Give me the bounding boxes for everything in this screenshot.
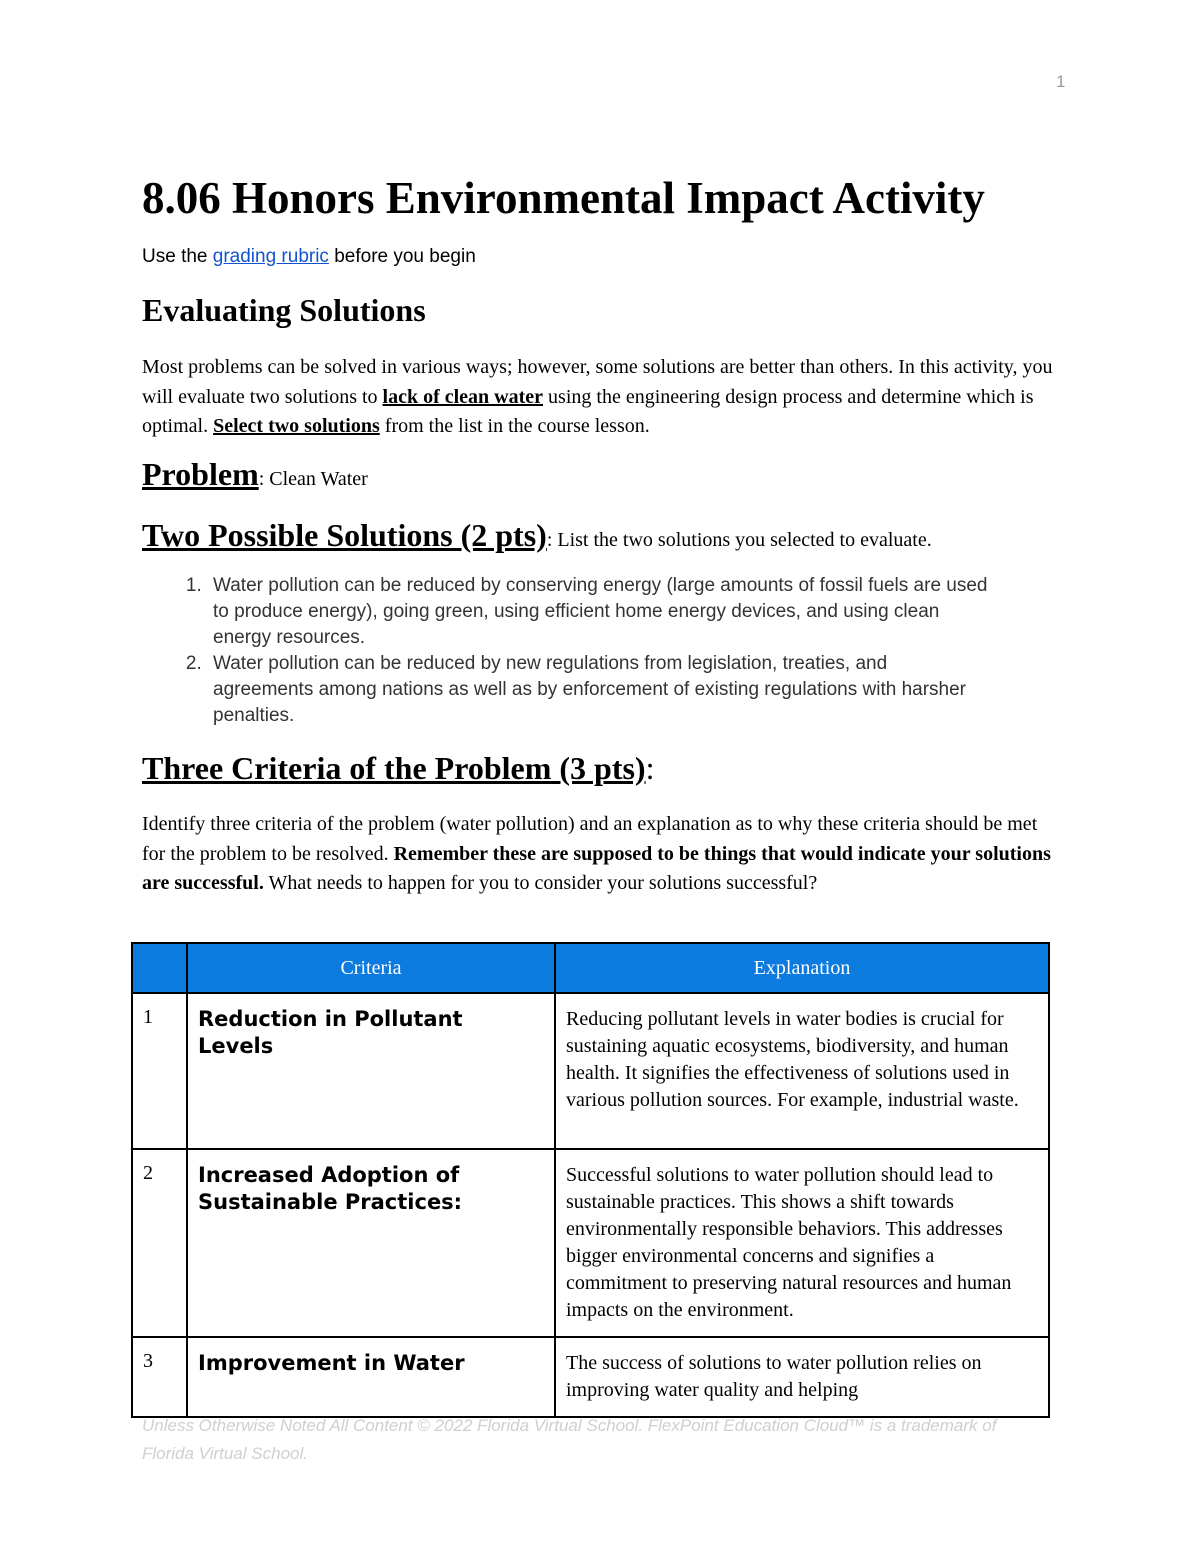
table-row bbox=[132, 993, 1049, 1149]
row-criteria: Improvement in Water bbox=[187, 1337, 555, 1417]
solutions-list bbox=[142, 573, 992, 729]
evaluating-emphasis-1: lack of clean water bbox=[382, 385, 544, 408]
evaluating-text-1: Most problems can be solved in various ways; however, some solutions are better than others. In this activity, you will evaluate two solutions to bbox=[142, 356, 1053, 408]
rubric-suffix: before you begin bbox=[328, 246, 476, 267]
table-row bbox=[132, 1337, 1049, 1417]
grading-rubric-link[interactable]: grading rubric bbox=[212, 246, 329, 267]
header-explanation: Explanation bbox=[555, 943, 1049, 993]
row-number: 2 bbox=[132, 1149, 187, 1337]
criteria-heading bbox=[142, 750, 654, 787]
row-criteria: Increased Adoption of Sustainable Practices: bbox=[187, 1149, 555, 1337]
row-number: 1 bbox=[132, 993, 187, 1149]
evaluating-heading: Evaluating Solutions bbox=[142, 292, 426, 328]
solutions-label: Two Possible Solutions (2 pts) bbox=[142, 517, 547, 553]
table-row bbox=[132, 1149, 1049, 1337]
criteria-paragraph bbox=[142, 810, 1062, 899]
page-number: 1 bbox=[1056, 72, 1066, 91]
header-number bbox=[132, 943, 187, 993]
criteria-colon: : bbox=[645, 750, 655, 786]
problem-heading bbox=[142, 456, 368, 493]
evaluating-emphasis-2: Select two solutions bbox=[213, 415, 380, 437]
copyright-footer: Unless Otherwise Noted All Content © 2022 Florida Virtual School. FlexPoint Education Cloud™ is a trademark of Florida Virtual School. bbox=[142, 1416, 997, 1463]
evaluating-text-2: using the engineering design process and determine which is optimal. bbox=[142, 385, 1034, 437]
criteria-table bbox=[131, 942, 1050, 1418]
row-criteria: Reduction in Pollutant Levels bbox=[187, 993, 555, 1149]
criteria-bold-text: Remember these are supposed to be things that would indicate your solutions are successful. bbox=[142, 842, 1051, 894]
row-explanation: Successful solutions to water pollution should lead to sustainable practices. This shows a shift towards environmentally responsible behaviors. This addresses bigger environmental concerns and signifies a commitment to preserving natural resources and human impacts on the environment. bbox=[555, 1149, 1049, 1337]
evaluating-text-3: from the list in the course lesson. bbox=[379, 415, 650, 437]
row-explanation: The success of solutions to water pollution relies on improving water quality and helping bbox=[555, 1337, 1049, 1417]
criteria-text-2: What needs to happen for you to consider your solutions successful? bbox=[263, 872, 818, 894]
page-title: 8.06 Honors Environmental Impact Activity bbox=[142, 173, 985, 223]
problem-value: : Clean Water bbox=[258, 468, 368, 490]
solutions-desc: : List the two solutions you selected to evaluate. bbox=[546, 529, 932, 551]
evaluating-paragraph bbox=[142, 353, 1062, 442]
problem-label: Problem bbox=[142, 456, 259, 492]
header-criteria: Criteria bbox=[187, 943, 555, 993]
table-header-row bbox=[132, 943, 1049, 993]
rubric-line bbox=[142, 246, 476, 268]
solutions-heading bbox=[142, 517, 932, 554]
list-item: 2. Water pollution can be reduced by new regulations from legislation, treaties, and agreements among nations as well as by enforcement of existing regulations with harsher penalties. bbox=[207, 651, 992, 729]
criteria-text-1: Identify three criteria of the problem (water pollution) and an explanation as to why these criteria should be met for the problem to be resolved. bbox=[142, 813, 1038, 865]
rubric-prefix: Use the bbox=[142, 246, 213, 267]
criteria-label: Three Criteria of the Problem (3 pts) bbox=[142, 750, 646, 786]
list-item: 1. Water pollution can be reduced by conserving energy (large amounts of fossil fuels are used to produce energy), going green, using efficient home energy devices, and using clean energy resources. bbox=[207, 573, 992, 651]
row-explanation: Reducing pollutant levels in water bodies is crucial for sustaining aquatic ecosystems, biodiversity, and human health. It signifies the effectiveness of solutions used in various pollution sources. For example, industrial waste. bbox=[555, 993, 1049, 1149]
row-number: 3 bbox=[132, 1337, 187, 1417]
